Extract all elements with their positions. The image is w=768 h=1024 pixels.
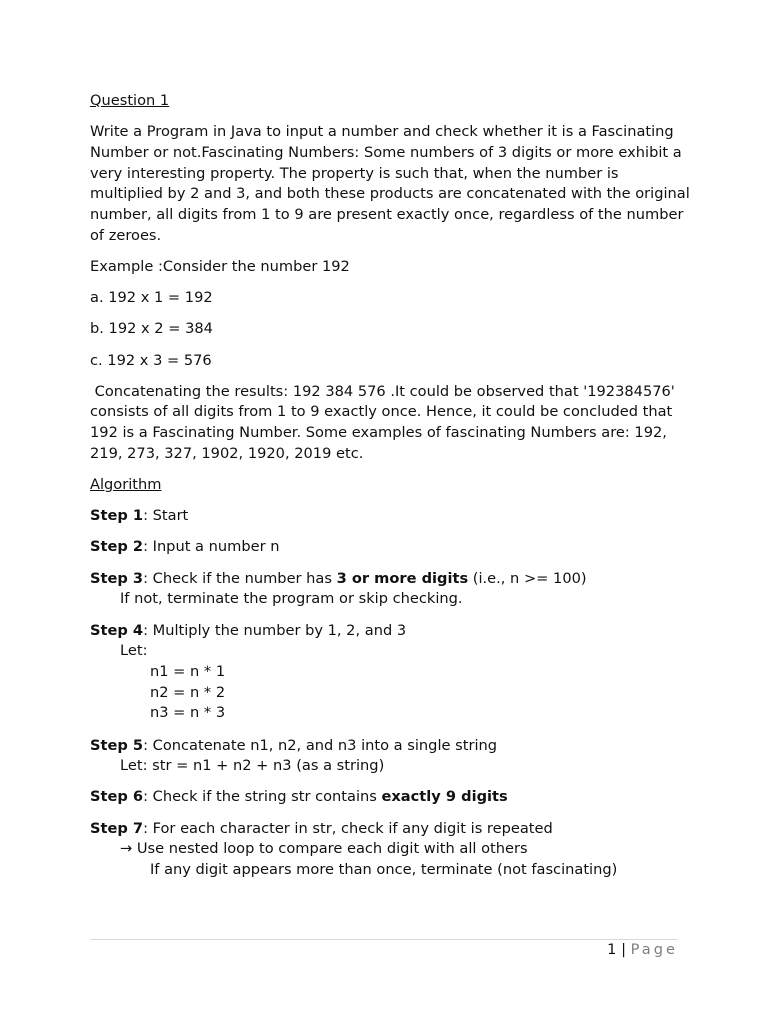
step-3-sub: If not, terminate the program or skip checking. (120, 590, 463, 608)
step-5-label: Step 5 (90, 736, 144, 754)
document-page (90, 91, 690, 891)
page-separator: | (616, 941, 631, 958)
step-4-text: : Multiply the number by 1, 2, and 3 (143, 621, 407, 639)
step-2-text: : Input a number n (143, 538, 280, 556)
step-6-text: : Check if the string str contains (143, 788, 382, 806)
step-4-label: Step 4 (90, 621, 144, 639)
step-3 (90, 569, 690, 610)
step-7 (90, 819, 690, 881)
page-label: Page (630, 941, 678, 958)
step-7-sub-2: If any digit appears more than once, terminate (not fascinating) (150, 861, 618, 879)
example-line-a: a. 192 x 1 = 192 (90, 289, 213, 307)
algorithm-title: Algorithm (90, 476, 162, 494)
example-line-c: c. 192 x 3 = 576 (90, 351, 212, 369)
step-7-sub-1: → Use nested loop to compare each digit with all others (120, 840, 528, 858)
step-3-text-b: (i.e., n >= 100) (468, 569, 587, 587)
intro-paragraph: Write a Program in Java to input a number and check whether it is a Fascinating Number or not.Fascinating Numbers: Some numbers of 3 digits or more exhibit a very interesting property. The property is such that, when the number is multiplied by 2 and 3, and both these products are concatenated with the original number, all digits from 1 to 9 are present exactly once, regardless of the number of zeroes. (90, 123, 690, 244)
step-7-text: : For each character in str, check if any digit is repeated (143, 819, 553, 837)
step-4-line-2: n2 = n * 2 (150, 683, 226, 701)
step-5 (90, 736, 690, 777)
step-1 (90, 506, 690, 527)
step-2-label: Step 2 (90, 538, 144, 556)
step-3-text-a: : Check if the number has (143, 569, 337, 587)
step-3-bold: 3 or more digits (336, 569, 469, 587)
step-4-line-3: n3 = n * 3 (150, 704, 226, 722)
step-5-text: : Concatenate n1, n2, and n3 into a single string (143, 736, 498, 754)
question-title: Question 1 (90, 92, 170, 109)
page-footer (607, 940, 678, 960)
example-heading: Example :Consider the number 192 (90, 257, 350, 275)
footer-divider (90, 939, 678, 940)
page-number: 1 (607, 941, 617, 958)
step-7-label: Step 7 (90, 819, 144, 837)
step-6 (90, 787, 690, 808)
step-2 (90, 537, 690, 558)
conclusion-paragraph: Concatenating the results: 192 384 576 .It could be observed that '192384576' consists of all digits from 1 to 9 exactly once. Hence, it could be concluded that 192 is a Fascinating Number. Some examples of fascinating Numbers are: 192, 219, 273, 327, 1902, 1920, 2019 etc. (90, 382, 680, 462)
step-1-label: Step 1 (90, 507, 144, 525)
step-1-text: : Start (143, 507, 189, 525)
step-4-sub: Let: (120, 642, 148, 660)
step-4-line-1: n1 = n * 1 (150, 662, 226, 680)
step-5-sub: Let: str = n1 + n2 + n3 (as a string) (120, 757, 385, 775)
example-line-b: b. 192 x 2 = 384 (90, 320, 213, 338)
step-4 (90, 621, 690, 725)
step-3-label: Step 3 (90, 569, 144, 587)
step-6-label: Step 6 (90, 788, 144, 806)
step-6-bold: exactly 9 digits (381, 788, 508, 806)
